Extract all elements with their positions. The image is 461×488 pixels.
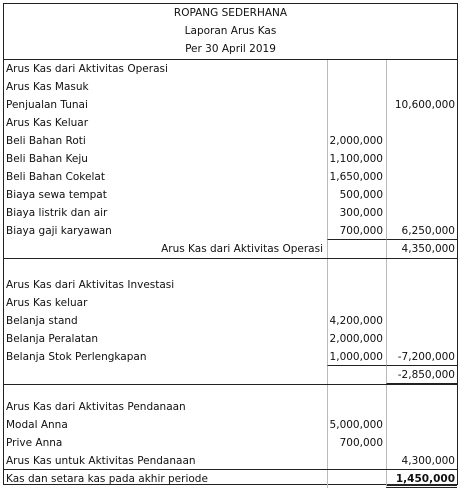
expense-label: Biaya listrik dan air <box>6 207 108 219</box>
financing-title-row[interactable] <box>4 398 457 416</box>
investing-title-row[interactable] <box>4 276 457 294</box>
table-row[interactable] <box>4 416 457 434</box>
outflow-label: Arus Kas Keluar <box>6 117 89 129</box>
investment-label: Belanja Stok Perlengkapan <box>6 351 147 363</box>
operating-outflow-row[interactable] <box>4 114 457 132</box>
expense-label: Beli Bahan Keju <box>6 153 88 165</box>
operating-inflow-row[interactable] <box>4 78 457 96</box>
investment-value: 4,200,000 <box>327 312 386 330</box>
investing-net-row[interactable] <box>4 366 457 384</box>
company-name: ROPANG SEDERHANA <box>173 7 288 19</box>
ending-balance-value: 1,450,000 <box>386 470 457 488</box>
table-row[interactable] <box>4 434 457 452</box>
investment-label: Belanja stand <box>6 315 78 327</box>
investment-value: 2,000,000 <box>327 330 386 348</box>
net-after-investing: -2,850,000 <box>386 366 457 384</box>
financing-value: 5,000,000 <box>327 416 386 434</box>
blank-row <box>4 258 457 276</box>
financing-label: Prive Anna <box>6 437 63 449</box>
financing-net-row[interactable] <box>4 452 457 470</box>
table-row[interactable] <box>4 330 457 348</box>
table-row[interactable] <box>4 222 457 240</box>
expense-value: 700,000 <box>327 222 386 240</box>
report-title: Laporan Arus Kas <box>184 25 277 37</box>
expense-value: 500,000 <box>327 186 386 204</box>
cash-sales-label: Penjualan Tunai <box>6 99 88 111</box>
table-row[interactable] <box>4 204 457 222</box>
table-row[interactable] <box>4 132 457 150</box>
table-row[interactable] <box>4 312 457 330</box>
financing-net-value: 4,300,000 <box>386 452 457 470</box>
investing-outflow-label: Arus Kas keluar <box>6 297 88 309</box>
outflow-total: 6,250,000 <box>386 222 457 240</box>
financing-value: 700,000 <box>327 434 386 452</box>
table-row[interactable] <box>4 348 457 366</box>
expense-value: 2,000,000 <box>327 132 386 150</box>
financing-net-label: Arus Kas untuk Aktivitas Pendanaan <box>6 455 196 467</box>
expense-label: Biaya gaji karyawan <box>6 225 112 237</box>
financing-label: Modal Anna <box>6 419 68 431</box>
expense-value: 300,000 <box>327 204 386 222</box>
ending-balance-label: Kas dan setara kas pada akhir periode <box>6 473 208 485</box>
operating-title-row[interactable] <box>4 60 457 78</box>
section-divider <box>4 258 457 259</box>
operating-net-label: Arus Kas dari Aktivitas Operasi <box>161 243 323 255</box>
investment-value: 1,000,000 <box>327 348 386 366</box>
cash-sales-row[interactable] <box>4 96 457 114</box>
investing-outflow-row[interactable] <box>4 294 457 312</box>
expense-label: Beli Bahan Cokelat <box>6 171 105 183</box>
operating-title: Arus Kas dari Aktivitas Operasi <box>6 63 168 75</box>
investing-title: Arus Kas dari Aktivitas Investasi <box>6 279 175 291</box>
expense-label: Biaya sewa tempat <box>6 189 107 201</box>
financing-title: Arus Kas dari Aktivitas Pendanaan <box>6 401 186 413</box>
section-divider <box>4 384 457 385</box>
operating-net-value: 4,350,000 <box>386 240 457 258</box>
investment-label: Belanja Peralatan <box>6 333 99 345</box>
expense-value: 1,650,000 <box>327 168 386 186</box>
expense-value: 1,100,000 <box>327 150 386 168</box>
ending-balance-row[interactable] <box>4 470 457 488</box>
table-row[interactable] <box>4 186 457 204</box>
table-row[interactable] <box>4 168 457 186</box>
inflow-label: Arus Kas Masuk <box>6 81 89 93</box>
cash-sales-value: 10,600,000 <box>386 96 457 114</box>
expense-label: Beli Bahan Roti <box>6 135 86 147</box>
report-period: Per 30 April 2019 <box>185 43 276 55</box>
operating-net-row[interactable] <box>4 240 457 258</box>
table-row[interactable] <box>4 150 457 168</box>
investing-total: -7,200,000 <box>386 348 457 366</box>
cash-flow-sheet <box>3 3 458 485</box>
